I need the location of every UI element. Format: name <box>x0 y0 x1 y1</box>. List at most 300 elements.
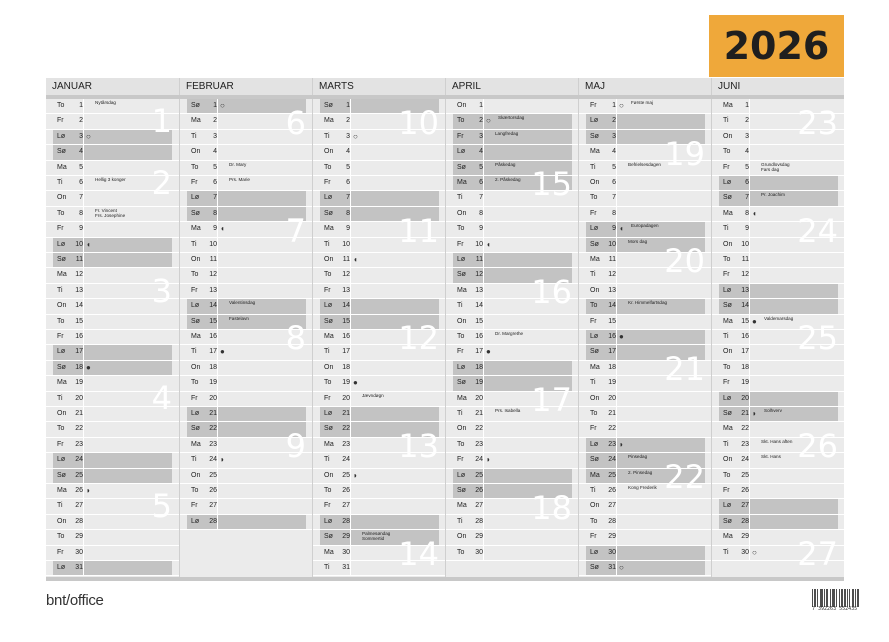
day-row <box>579 330 711 345</box>
weekday-label: Sø <box>57 148 66 156</box>
row-divider <box>217 222 218 236</box>
row-divider <box>83 176 84 190</box>
row-divider <box>83 546 84 560</box>
row-divider <box>483 361 484 375</box>
week-number: 18 <box>531 488 572 527</box>
weekday-label: Ma <box>457 394 467 402</box>
row-divider <box>350 222 351 236</box>
month-header-februar: FEBRUAR <box>179 78 312 95</box>
weekday-label: On <box>324 471 334 479</box>
day-row <box>446 315 578 330</box>
weekday-label: To <box>324 487 332 494</box>
weekday-label: Lø <box>324 302 333 310</box>
holiday-note: Mors dag <box>628 238 648 244</box>
day-number: 14 <box>75 302 83 310</box>
barcode-bar <box>821 589 822 607</box>
day-row <box>46 330 179 345</box>
day-number: 26 <box>741 487 749 494</box>
row-divider <box>749 130 750 144</box>
weekday-label: To <box>191 163 199 171</box>
day-number: 24 <box>75 456 83 464</box>
day-number: 27 <box>75 502 83 510</box>
barcode-bar <box>855 589 856 607</box>
barcode-bar <box>858 589 859 607</box>
month-column-marts <box>312 99 445 577</box>
weekday-label: Sø <box>590 348 599 356</box>
day-number: 14 <box>342 302 350 310</box>
day-row <box>313 253 445 268</box>
week-number: 8 <box>285 319 306 358</box>
day-number: 5 <box>79 163 83 171</box>
day-row <box>712 176 844 191</box>
weekday-label: Fr <box>191 286 198 294</box>
day-number: 25 <box>342 471 350 479</box>
day-number: 3 <box>479 132 483 140</box>
day-number: 14 <box>608 302 616 310</box>
row-divider <box>749 284 750 298</box>
day-number: 6 <box>612 179 616 186</box>
weekday-label: Fr <box>457 132 464 140</box>
row-divider <box>749 222 750 236</box>
weekday-label: On <box>590 502 600 510</box>
day-number: 13 <box>608 286 616 294</box>
holiday-note: Palmesøndag Sommertid <box>362 531 391 542</box>
row-divider <box>749 176 750 190</box>
week-number: 14 <box>398 534 439 573</box>
row-divider <box>350 268 351 282</box>
weekday-label: To <box>191 271 199 279</box>
row-divider <box>217 422 218 436</box>
row-divider <box>83 438 84 452</box>
row-divider <box>483 376 484 390</box>
weekday-label: Ti <box>723 225 729 233</box>
weekday-label: On <box>57 517 67 525</box>
weekday-label: Fr <box>57 440 64 448</box>
weekday-label: Ti <box>324 132 330 140</box>
row-divider <box>749 376 750 390</box>
weekday-label: Ti <box>57 286 63 294</box>
weekday-label: Ma <box>324 440 334 448</box>
weekday-label: Sø <box>723 302 732 310</box>
day-number: 10 <box>741 240 749 248</box>
day-row <box>46 546 179 561</box>
day-row <box>313 469 445 484</box>
holiday-note: Skt. Hans <box>761 454 781 460</box>
weekend-shade <box>453 145 572 159</box>
barcode-bar <box>853 589 854 607</box>
weekday-label: Ma <box>57 379 67 387</box>
row-divider <box>350 253 351 267</box>
weekday-label: Ma <box>457 286 467 294</box>
week-number: 21 <box>664 350 705 389</box>
barcode-bar <box>826 589 827 607</box>
row-divider <box>217 315 218 329</box>
row-divider <box>350 453 351 467</box>
day-number: 1 <box>213 102 217 109</box>
weekday-label: Sø <box>57 471 66 479</box>
row-divider <box>616 499 617 513</box>
day-number: 16 <box>209 333 217 340</box>
day-number: 4 <box>346 148 350 156</box>
holiday-note: Jævndøgn <box>362 392 384 398</box>
weekday-label: Sø <box>324 102 333 109</box>
weekday-label: Fr <box>590 533 597 541</box>
day-row <box>579 530 711 545</box>
day-number: 17 <box>75 348 83 356</box>
row-divider <box>217 330 218 344</box>
weekday-label: Ti <box>457 410 463 417</box>
day-row <box>313 145 445 160</box>
weekday-label: Fr <box>324 179 331 186</box>
weekday-label: Ti <box>191 348 197 356</box>
day-number: 21 <box>75 410 83 417</box>
day-row <box>579 438 711 453</box>
day-number: 5 <box>745 163 749 171</box>
row-divider <box>83 422 84 436</box>
weekday-label: Ma <box>723 209 733 217</box>
day-number: 25 <box>475 471 483 479</box>
weekday-label: Sø <box>191 425 200 433</box>
row-divider <box>483 530 484 544</box>
day-number: 30 <box>608 548 616 556</box>
day-number: 1 <box>479 102 483 109</box>
row-divider <box>749 315 750 329</box>
weekday-label: On <box>457 425 467 433</box>
row-divider <box>350 99 351 113</box>
month-header-bar <box>46 78 844 95</box>
row-divider <box>483 268 484 282</box>
weekday-label: Fr <box>324 502 331 510</box>
row-divider <box>483 438 484 452</box>
barcode-bar <box>857 589 858 607</box>
weekday-label: Lø <box>57 240 66 248</box>
row-divider <box>483 315 484 329</box>
weekday-label: On <box>57 302 67 310</box>
week-number: 15 <box>531 165 572 204</box>
day-number: 23 <box>75 440 83 448</box>
barcode-bar <box>824 589 825 607</box>
weekday-label: Sø <box>723 410 732 417</box>
moon-phase-icon: ● <box>619 332 624 341</box>
day-row <box>180 145 312 160</box>
barcode-bar <box>852 589 853 607</box>
day-number: 7 <box>213 194 217 202</box>
weekday-label: Ma <box>590 148 600 156</box>
day-row <box>579 99 711 114</box>
row-divider <box>616 361 617 375</box>
day-number: 28 <box>475 517 483 525</box>
day-row <box>446 422 578 437</box>
moon-phase-icon: ● <box>752 316 757 326</box>
day-row <box>313 515 445 530</box>
day-number: 13 <box>475 286 483 294</box>
row-divider <box>749 546 750 560</box>
day-number: 13 <box>75 286 83 294</box>
weekday-label: Sø <box>590 456 599 464</box>
weekday-label: On <box>457 102 467 109</box>
weekday-label: To <box>57 533 65 541</box>
row-divider <box>83 238 84 252</box>
weekday-label: Lø <box>590 117 599 125</box>
weekend-shade <box>187 515 306 529</box>
weekday-label: To <box>191 487 199 494</box>
row-divider <box>483 422 484 436</box>
row-divider <box>483 176 484 190</box>
day-number: 2 <box>745 117 749 125</box>
weekday-label: On <box>590 394 600 402</box>
row-divider <box>749 438 750 452</box>
day-number: 9 <box>479 225 483 233</box>
barcode-bar <box>836 589 837 607</box>
day-number: 21 <box>209 410 217 417</box>
row-divider <box>616 238 617 252</box>
row-divider <box>217 284 218 298</box>
weekday-label: Lø <box>57 564 66 571</box>
weekday-label: To <box>590 517 598 525</box>
day-number: 4 <box>213 148 217 156</box>
moon-phase-icon: ◖ <box>353 255 358 264</box>
moon-phase-icon: ○ <box>619 563 624 572</box>
week-number: 22 <box>664 457 705 496</box>
row-divider <box>483 114 484 128</box>
row-divider <box>749 99 750 113</box>
weekend-shade <box>586 561 705 575</box>
row-divider <box>749 515 750 529</box>
day-row <box>579 299 711 314</box>
weekday-label: Ti <box>723 440 729 448</box>
day-number: 20 <box>342 394 350 402</box>
weekday-label: Sø <box>191 209 200 217</box>
weekday-label: Lø <box>324 517 333 525</box>
moon-phase-icon: ● <box>486 347 491 357</box>
row-divider <box>217 499 218 513</box>
row-divider <box>749 268 750 282</box>
weekday-label: To <box>57 425 65 433</box>
row-divider <box>217 484 218 498</box>
day-row <box>712 361 844 376</box>
day-number: 17 <box>741 348 749 356</box>
day-number: 17 <box>209 348 217 356</box>
day-number: 24 <box>475 456 483 464</box>
day-row <box>446 130 578 145</box>
weekday-label: Lø <box>457 471 466 479</box>
day-row <box>313 161 445 176</box>
moon-phase-icon: ○ <box>619 101 624 110</box>
day-number: 20 <box>475 394 483 402</box>
row-divider <box>83 407 84 421</box>
day-number: 15 <box>209 317 217 325</box>
row-divider <box>616 268 617 282</box>
weekend-shade <box>320 299 439 313</box>
day-number: 17 <box>475 348 483 356</box>
day-row <box>712 253 844 268</box>
moon-phase-icon: ○ <box>220 101 225 110</box>
holiday-note: Pinsedag <box>628 454 648 460</box>
week-number: 11 <box>398 211 439 250</box>
day-number: 25 <box>741 471 749 479</box>
day-row <box>46 530 179 545</box>
weekday-label: Ma <box>590 363 600 371</box>
weekday-label: Lø <box>457 148 466 156</box>
row-divider <box>350 484 351 498</box>
row-divider <box>350 299 351 313</box>
day-row <box>313 361 445 376</box>
row-divider <box>616 299 617 313</box>
barcode-bar <box>814 589 815 607</box>
weekend-shade <box>586 114 705 128</box>
day-row <box>446 530 578 545</box>
day-number: 25 <box>209 471 217 479</box>
weekday-label: Fr <box>57 117 64 125</box>
day-number: 13 <box>342 286 350 294</box>
day-row <box>579 561 711 576</box>
day-number: 12 <box>741 271 749 279</box>
row-divider <box>350 438 351 452</box>
weekend-shade <box>320 407 439 421</box>
row-divider <box>83 345 84 359</box>
holiday-note: 2. Pinsedag <box>628 469 653 475</box>
row-divider <box>483 284 484 298</box>
row-divider <box>616 207 617 221</box>
weekday-label: Lø <box>590 548 599 556</box>
row-divider <box>83 361 84 375</box>
day-number: 20 <box>741 394 749 402</box>
row-divider <box>350 161 351 175</box>
day-number: 8 <box>346 209 350 217</box>
row-divider <box>217 392 218 406</box>
row-divider <box>83 191 84 205</box>
weekend-shade <box>453 253 572 267</box>
row-divider <box>217 99 218 113</box>
row-divider <box>483 515 484 529</box>
weekday-label: Lø <box>191 194 200 202</box>
row-divider <box>217 130 218 144</box>
day-row <box>579 315 711 330</box>
weekday-label: Fr <box>457 456 464 464</box>
day-number: 27 <box>342 502 350 510</box>
row-divider <box>350 407 351 421</box>
day-number: 16 <box>741 333 749 340</box>
day-row <box>46 315 179 330</box>
row-divider <box>749 530 750 544</box>
row-divider <box>217 469 218 483</box>
day-number: 24 <box>342 456 350 464</box>
barcode-bar <box>834 589 835 607</box>
day-number: 28 <box>342 517 350 525</box>
weekday-label: Ma <box>590 471 600 479</box>
row-divider <box>483 130 484 144</box>
day-row <box>180 469 312 484</box>
day-row <box>446 469 578 484</box>
weekday-label: Fr <box>723 271 730 279</box>
row-divider <box>749 238 750 252</box>
weekday-label: To <box>457 440 465 448</box>
weekday-label: Fr <box>590 102 597 109</box>
day-number: 10 <box>75 240 83 248</box>
row-divider <box>217 438 218 452</box>
holiday-note: 2. Påskedag <box>495 177 521 182</box>
weekday-label: Sø <box>457 271 466 279</box>
week-number: 20 <box>664 242 705 281</box>
day-number: 22 <box>608 425 616 433</box>
moon-phase-icon: ◖ <box>220 224 225 234</box>
day-row <box>313 284 445 299</box>
weekday-label: Lø <box>457 256 466 263</box>
day-number: 29 <box>342 533 350 541</box>
barcode-icon <box>812 589 860 607</box>
day-row <box>712 268 844 283</box>
weekday-label: On <box>590 179 600 186</box>
row-divider <box>350 130 351 144</box>
weekday-label: Fr <box>590 425 597 433</box>
weekday-label: Fr <box>590 317 597 325</box>
day-number: 23 <box>741 440 749 448</box>
day-row <box>712 392 844 407</box>
barcode-bar <box>815 589 816 607</box>
weekend-shade <box>53 253 172 267</box>
row-divider <box>83 114 84 128</box>
day-row <box>180 191 312 206</box>
weekday-label: To <box>57 317 65 325</box>
row-divider <box>350 315 351 329</box>
row-divider <box>217 515 218 529</box>
day-number: 1 <box>745 102 749 109</box>
weekend-shade <box>453 361 572 375</box>
weekday-label: To <box>723 256 731 263</box>
day-number: 11 <box>475 256 483 263</box>
day-row <box>180 376 312 391</box>
day-row <box>579 392 711 407</box>
row-divider <box>350 284 351 298</box>
day-number: 8 <box>213 209 217 217</box>
day-number: 7 <box>346 194 350 202</box>
weekday-label: Sø <box>590 132 599 140</box>
day-row <box>46 469 179 484</box>
row-divider <box>483 546 484 560</box>
day-number: 16 <box>342 333 350 340</box>
row-divider <box>83 453 84 467</box>
weekday-label: Sø <box>590 240 599 248</box>
week-number: 24 <box>797 211 838 250</box>
holiday-note: Dr. Margrethe <box>495 331 524 336</box>
row-divider <box>217 207 218 221</box>
moon-phase-icon: ● <box>86 362 91 372</box>
week-number: 1 <box>151 102 172 141</box>
weekday-label: Ti <box>57 502 63 510</box>
row-divider <box>350 191 351 205</box>
row-divider <box>83 376 84 390</box>
day-number: 8 <box>612 209 616 217</box>
row-divider <box>616 469 617 483</box>
row-divider <box>217 268 218 282</box>
day-row <box>712 299 844 314</box>
bottom-divider <box>46 577 844 581</box>
day-number: 9 <box>79 225 83 233</box>
day-row <box>446 238 578 253</box>
weekday-label: To <box>457 117 465 125</box>
weekday-label: Sø <box>723 194 732 202</box>
day-number: 31 <box>342 564 350 571</box>
row-divider <box>616 284 617 298</box>
moon-phase-icon: ● <box>220 347 225 357</box>
day-row <box>313 392 445 407</box>
barcode-bar <box>845 589 846 607</box>
row-divider <box>350 376 351 390</box>
weekday-label: To <box>324 271 332 279</box>
moon-phase-icon: ◗ <box>353 470 358 480</box>
day-number: 29 <box>75 533 83 541</box>
row-divider <box>350 361 351 375</box>
